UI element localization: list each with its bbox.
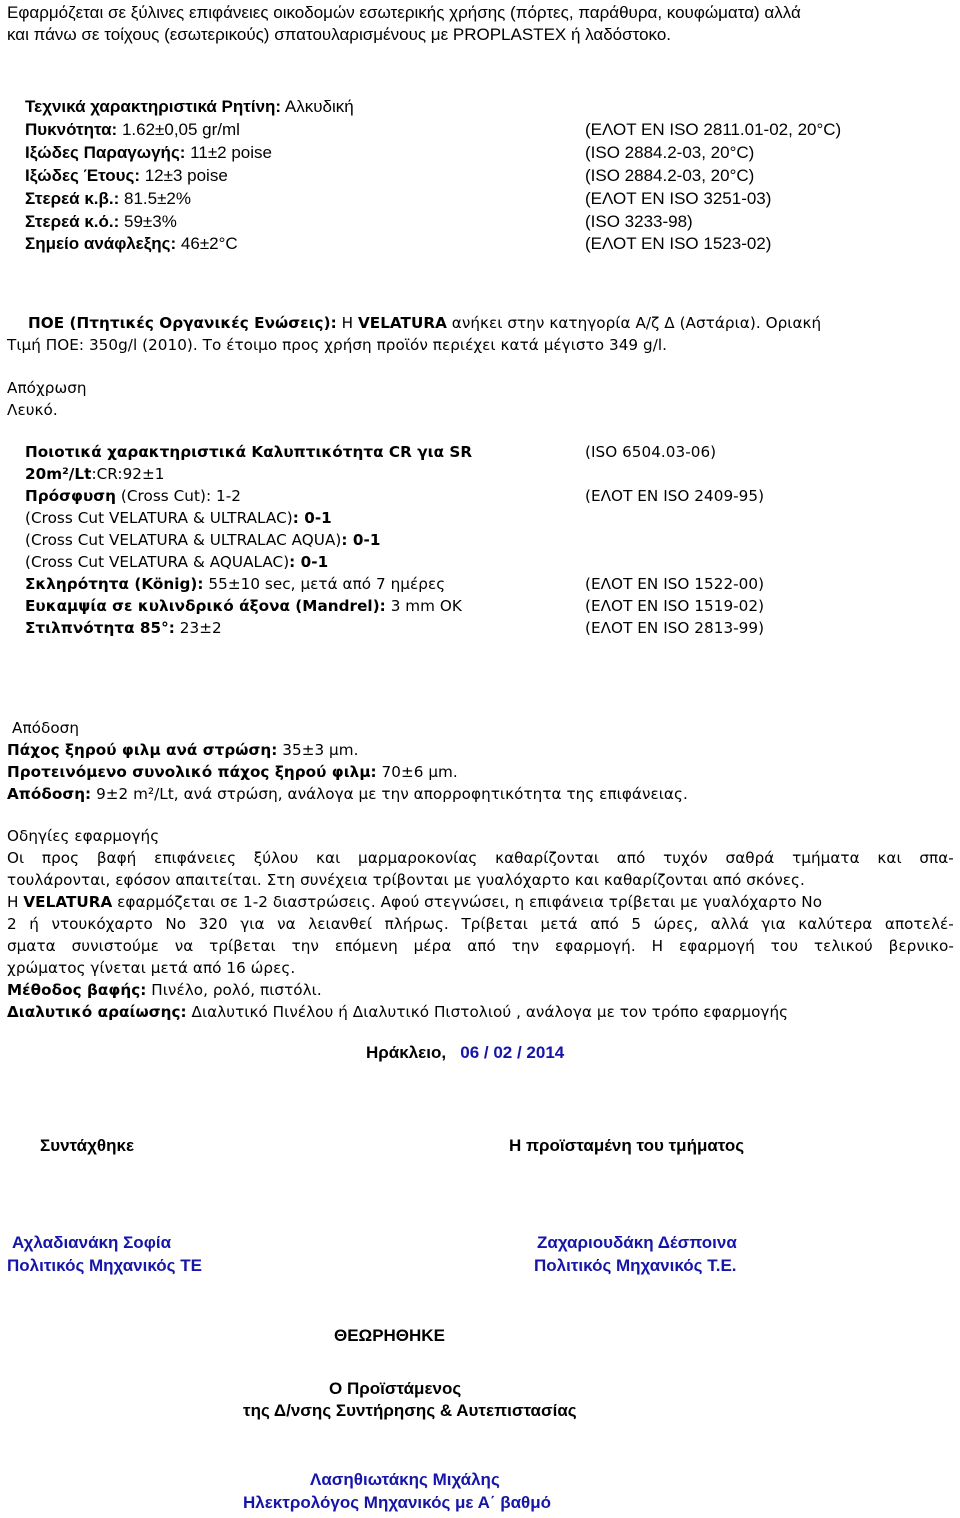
place: Ηράκλειο, — [366, 1043, 447, 1062]
application-p2-line-3 — [7, 935, 954, 957]
word: σματα — [7, 937, 56, 955]
spec-label: Ιξώδες Έτους: — [25, 166, 140, 185]
spec-label: Ιξώδες Παραγωγής: — [25, 143, 186, 162]
word: ώρες, — [653, 915, 699, 933]
word: Τρίβεται — [461, 915, 528, 933]
yield-label: Απόδοση: — [7, 785, 92, 803]
crosscut-text: (Cross Cut VELATURA & ULTRALAC) — [25, 509, 293, 527]
word: τελικού — [813, 937, 873, 955]
word: σαθρά — [725, 849, 775, 867]
crosscut-value: : 0-1 — [289, 553, 329, 571]
adhesion-standard: (ΕΛΟΤ EN ISO 2409-95) — [585, 487, 765, 505]
word: επόμενη — [334, 937, 398, 955]
hardness-standard: (ΕΛΟΤ EN ISO 1522-00) — [585, 575, 765, 593]
brand-name: VELATURA — [23, 893, 113, 911]
spec-value: 59±3% — [119, 212, 177, 231]
voc-label: ΠΟΕ (Πτητικές Οργανικές Ενώσεις): — [28, 314, 337, 332]
word: την — [291, 937, 319, 955]
yield-value: 9±2 m²/Lt, ανά στρώση, ανάλογα με την απορροφητικότητα της επιφάνειας. — [91, 785, 688, 803]
compiler-title: Πολιτικός Μηχανικός ΤΕ — [7, 1256, 202, 1275]
word: από — [467, 937, 496, 955]
brand-name: VELATURA — [357, 314, 447, 332]
gloss-label: Στιλπνότητα 85°: — [25, 619, 175, 637]
crosscut-value: : 0-1 — [341, 531, 381, 549]
place-date — [366, 1042, 564, 1064]
word: εφαρμογή — [678, 937, 755, 955]
spec-viscosity-year — [25, 165, 228, 187]
word: τμήματα — [792, 849, 860, 867]
word: ξύλου — [253, 849, 299, 867]
application-heading: Οδηγίες εφαρμογής — [7, 827, 160, 845]
word: 2 — [7, 915, 17, 933]
adhesion-line — [25, 485, 241, 507]
date: 06 / 02 / 2014 — [460, 1043, 565, 1062]
thinner-value: Διαλυτικό Πινέλου ή Διαλυτικό Πιστολιού , ανάλογα με τον τρόπο εφαρμογής — [186, 1003, 789, 1021]
word: σπα- — [919, 849, 954, 867]
word: να — [277, 915, 296, 933]
spec-label: Στερεά κ.β.: — [25, 189, 120, 208]
director-role: Ηλεκτρολόγος Μηχανικός με Α΄ βαθμό — [243, 1493, 552, 1512]
word: βαφή — [96, 849, 137, 867]
word: 320 — [198, 915, 228, 933]
method-label: Μέθοδος βαφής: — [7, 981, 147, 999]
intro-line-1: Εφαρμόζεται σε ξύλινες επιφάνειες οικοδομών εσωτερικής χρήσης (πόρτες, παράθυρα, κουφώματα) αλλά — [7, 3, 801, 22]
application-p2-line-4: χρώματος γίνεται μετά από 16 ώρες. — [7, 959, 296, 977]
flexibility-line — [25, 595, 462, 617]
spec-value: 81.5±2% — [119, 189, 192, 208]
yield-total-film — [7, 761, 458, 783]
hardness-line — [25, 573, 445, 595]
spec-value: 46±2°C — [176, 234, 238, 253]
application-p2-line-2 — [7, 913, 954, 935]
yield-value: 70±6 μm. — [376, 763, 458, 781]
approved-heading: ΘΕΩΡΗΘΗΚΕ — [334, 1326, 445, 1345]
color-heading: Απόχρωση — [7, 379, 87, 397]
word: μέρα — [413, 937, 452, 955]
flexibility-value: 3 mm OK — [385, 597, 462, 615]
word: για — [761, 915, 786, 933]
quality-standard: (ISO 6504.03-06) — [585, 443, 717, 461]
application-p1-line-2: τουλάρονται, εφόσον απαιτείται. Στη συνέχεια τρίβονται με γυαλόχαρτο και καθαρίζονται από σκόνες. — [7, 871, 805, 889]
word: αλλά — [710, 915, 749, 933]
application-p1-line-1 — [7, 847, 954, 869]
director-title-1: Ο Προϊστάμενος — [329, 1379, 462, 1398]
department-head-heading: Η προϊσταμένη του τμήματος — [509, 1136, 745, 1155]
quality-title: Ποιοτικά χαρακτηριστικά Καλυπτικότητα CR για SR — [25, 443, 473, 461]
spec-label: Στερεά κ.ό.: — [25, 212, 120, 231]
resin-line — [25, 96, 354, 118]
yield-film-per-coat — [7, 739, 359, 761]
word: βερνικο- — [888, 937, 954, 955]
spec-standard: (ΕΛΟΤ EN ISO 2811.01-02, 20°C) — [585, 120, 842, 139]
department-head-name: Ζαχαριουδάκη Δέσποινα — [537, 1233, 737, 1252]
word: ντουκόχαρτο — [51, 915, 153, 933]
resin-label: Τεχνικά χαρακτηριστικά Ρητίνη: — [25, 97, 282, 116]
method-value: Πινέλο, ρολό, πιστόλι. — [146, 981, 322, 999]
compiled-by-heading: Συντάχθηκε — [40, 1136, 135, 1155]
application-p2-line-1 — [7, 891, 822, 913]
hardness-value: 55±10 sec, μετά από 7 ημέρες — [203, 575, 446, 593]
word: να — [174, 937, 194, 955]
word: την — [511, 937, 540, 955]
word: πλήρως. — [384, 915, 449, 933]
application-method — [7, 979, 322, 1001]
yield-label: Προτεινόμενο συνολικό πάχος ξηρού φιλμ: — [7, 763, 377, 781]
word: μετά — [540, 915, 578, 933]
word: τρίβεται — [209, 937, 276, 955]
intro-line-2: και πάνω σε τοίχους (εσωτερικούς) σπατουλαρισμένους με PROPLASTEX ή λαδόστοκο. — [7, 25, 672, 44]
spec-label: Σημείο ανάφλεξης: — [25, 234, 177, 253]
gloss-value: 23±2 — [174, 619, 222, 637]
word: του — [770, 937, 799, 955]
spec-flash-point — [25, 233, 238, 255]
yield-value: 35±3 μm. — [277, 741, 359, 759]
adhesion-value: (Cross Cut): 1-2 — [116, 487, 241, 505]
word: προς — [41, 849, 80, 867]
word: Νο — [165, 915, 187, 933]
hardness-label: Σκληρότητα (König): — [25, 575, 204, 593]
word: τυχόν — [663, 849, 708, 867]
spec-standard: (ISO 2884.2-03, 20°C) — [585, 166, 755, 185]
word: καλύτερα — [798, 915, 873, 933]
spec-standard: (ISO 2884.2-03, 20°C) — [585, 143, 755, 162]
word: λειανθεί — [308, 915, 373, 933]
word: αποτελέ- — [884, 915, 954, 933]
yield-label: Πάχος ξηρού φιλμ ανά στρώση: — [7, 741, 278, 759]
thinner-label: Διαλυτικό αραίωσης: — [7, 1003, 187, 1021]
voc-line-2: Τιμή ΠΟΕ: 350g/l (2010). Το έτοιμο προς χρήση προϊόν περιέχει κατά μέγιστο 349 g/l. — [7, 336, 668, 354]
spec-value: 12±3 poise — [140, 166, 228, 185]
spec-density — [25, 119, 240, 141]
coverage-label: 20m²/Lt — [25, 465, 92, 483]
word: 5 — [631, 915, 642, 933]
compiler-name: Αχλαδιανάκη Σοφία — [12, 1233, 172, 1252]
spec-value: 1.62±0,05 gr/ml — [117, 120, 240, 139]
color-value: Λευκό. — [7, 401, 58, 419]
word: επιφάνειες — [154, 849, 237, 867]
spec-value: 11±2 poise — [185, 143, 272, 162]
director-name: Λασηθιωτάκης Μιχάλης — [310, 1470, 500, 1489]
spec-label: Πυκνότητα: — [25, 120, 118, 139]
word: και — [877, 849, 902, 867]
crosscut-ultralac — [25, 507, 332, 529]
department-head-title: Πολιτικός Μηχανικός Τ.Ε. — [534, 1256, 737, 1275]
text: εφαρμόζεται σε 1-2 διαστρώσεις. Αφού στεγνώσει, η επιφάνεια τρίβεται με γυαλόχαρτο Νο — [112, 893, 823, 911]
word: και — [316, 849, 341, 867]
text: Η — [7, 893, 24, 911]
gloss-standard: (ΕΛΟΤ EN ISO 2813-99) — [585, 619, 765, 637]
yield-coverage — [7, 783, 688, 805]
coverage-value — [25, 463, 165, 485]
crosscut-value: : 0-1 — [292, 509, 332, 527]
crosscut-text: (Cross Cut VELATURA & AQUALAC) — [25, 553, 290, 571]
flexibility-label: Ευκαμψία σε κυλινδρικό άξονα (Mandrel): — [25, 597, 386, 615]
crosscut-aqualac — [25, 551, 328, 573]
crosscut-ultralac-aqua — [25, 529, 380, 551]
word: Η — [651, 937, 664, 955]
word: συνιστούμε — [71, 937, 159, 955]
crosscut-text: (Cross Cut VELATURA & ULTRALAC AQUA) — [25, 531, 342, 549]
voc-text: ανήκει στην κατηγορία Α/ζ Δ (Αστάρια). Οριακή — [446, 314, 822, 332]
word: εφαρμογή. — [555, 937, 636, 955]
gloss-line — [25, 617, 222, 639]
word: για — [240, 915, 265, 933]
word: καθαρίζονται — [495, 849, 600, 867]
voc-text: Η — [336, 314, 358, 332]
flexibility-standard: (ΕΛΟΤ EN ISO 1519-02) — [585, 597, 765, 615]
word: από — [590, 915, 619, 933]
word: από — [616, 849, 646, 867]
spec-standard: (ΕΛΟΤ EN ISO 1523-02) — [585, 234, 772, 253]
resin-value: Αλκυδική — [281, 97, 354, 116]
spec-standard: (ΕΛΟΤ EN ISO 3251-03) — [585, 189, 772, 208]
yield-heading: Απόδοση — [12, 719, 80, 737]
adhesion-label: Πρόσφυση — [25, 487, 117, 505]
director-title-2: της Δ/νσης Συντήρησης & Αυτεπιστασίας — [243, 1401, 577, 1420]
spec-viscosity-production — [25, 142, 272, 164]
spec-standard: (ISO 3233-98) — [585, 212, 693, 231]
spec-solids-volume — [25, 211, 177, 233]
spec-solids-weight — [25, 188, 191, 210]
word: μαρμαροκονίας — [358, 849, 478, 867]
application-thinner — [7, 1001, 788, 1023]
word: Οι — [7, 849, 25, 867]
coverage-number: :CR:92±1 — [91, 465, 165, 483]
word: ή — [29, 915, 39, 933]
voc-line-1 — [28, 312, 821, 334]
